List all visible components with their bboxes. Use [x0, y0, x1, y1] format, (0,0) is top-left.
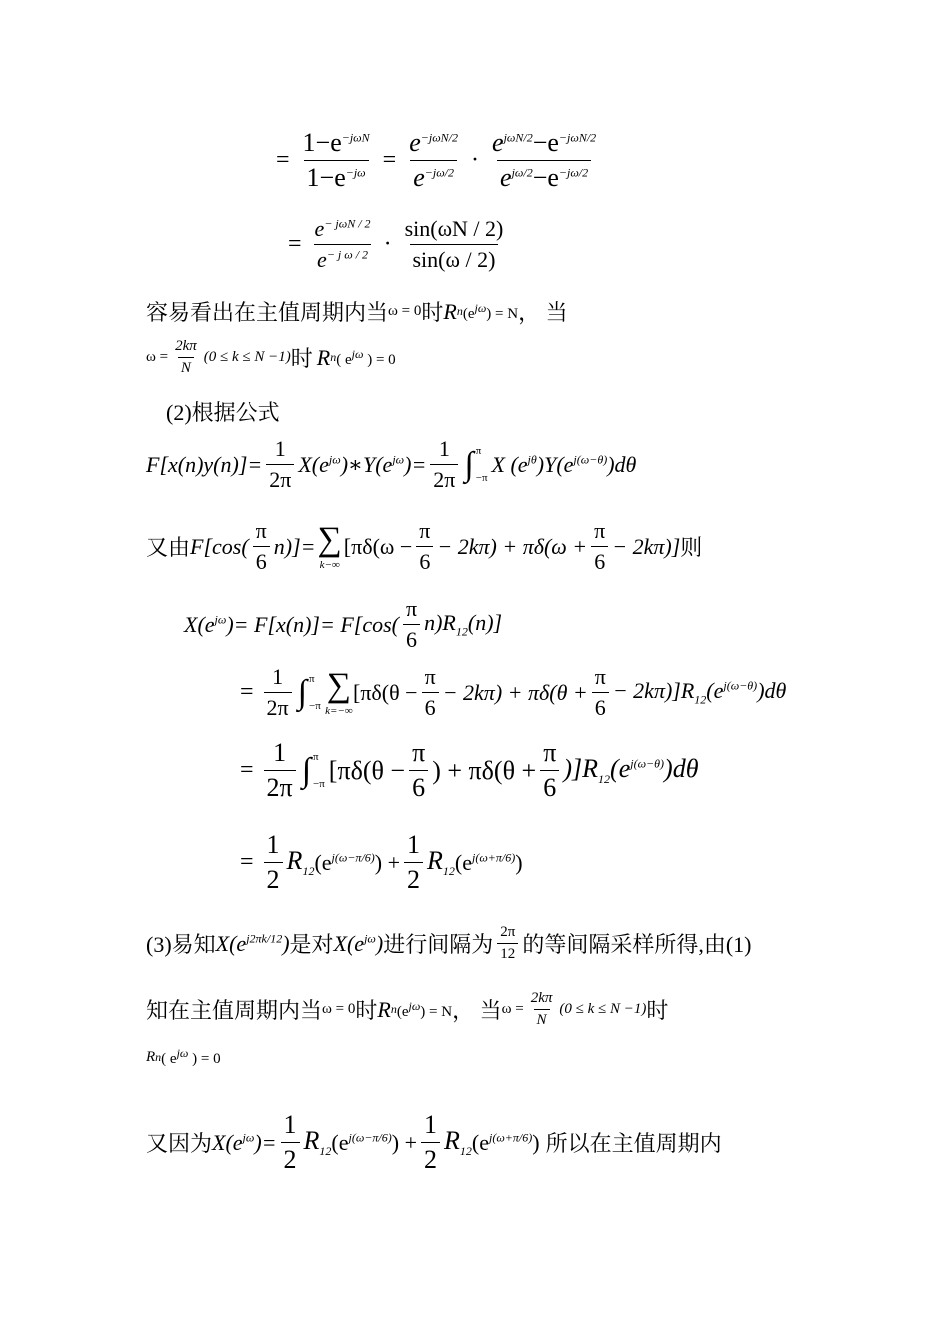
- fraction: $\frac{\pi}{6}$: [592, 664, 609, 721]
- fraction: $\frac{1-e^{-j\omega N}}{1-e^{-j\omega}}$: [302, 128, 370, 192]
- equation-8: = $\frac{1}{2}$ $R_{12}$ $(e^{j(\omega-\pi/6)})$ + $\frac{1}{2}$ $R_{12}$ $(e^{j(\omega+\pi/6)})$: [240, 830, 523, 894]
- fraction: $\frac{\pi}{6}$: [403, 596, 420, 653]
- equation-1: = $\frac{1-e^{-j\omega N}}{1-e^{-j\omega}}$ = $\frac{e^{-j\omega N/2}}{e^{-j\omega/2}}$ · $\frac{e^{j\omega N/2}-e^{-j\omega N/2}}{e^{j\omega/2}-e^{-j\omega/2}}$: [270, 128, 603, 193]
- equation-5: $X(e^{j\omega})= F[x(n)]= F[\cos$( $\frac{\pi}{6}$ $n)R_{12}(n)$]: [184, 596, 503, 652]
- fraction: $\frac{\pi}{6}$: [591, 518, 608, 575]
- equation-4: 又由 F[cos( $\frac{\pi}{6}$ n)]= ∑ k−∞ [πδ(ω − $\frac{\pi}{6}$ − 2kπ) + πδ(ω + $\frac{\pi}{6}$ − 2kπ)] 则: [146, 518, 703, 574]
- paragraph-2: ω = $\frac{2k\pi}{N}$ (0 ≤ k ≤ N −1) 时 R n ( $e^{j\omega}$ ) = 0: [146, 338, 396, 376]
- paragraph-4: (3)易知 $X(e^{j2\pi k/12})$ 是对 $X(e^{j\omega})$ 进行间隔为 $\frac{2\pi}{12}$ 的等间隔采样所得,由(1): [146, 924, 752, 962]
- integral-sign: ∫: [297, 673, 307, 711]
- fraction: $\frac{2\pi}{12}$: [497, 924, 518, 963]
- equation-6: = $\frac{1}{2\pi}$ ∫ π −π ∑ k=−∞ [πδ(θ − $\frac{\pi}{6}$ − 2kπ) + πδ(θ + $\frac{\pi}{6}$ − $2k\pi)]R_{12}(e^{j(\omega-\theta)})d\theta$: [240, 664, 787, 720]
- fraction: $\frac{\pi}{6}$: [253, 518, 270, 575]
- paragraph-3: (2)根据公式: [166, 400, 280, 425]
- fraction: $\frac{\pi}{6}$: [416, 518, 433, 575]
- fraction: $\frac{\pi}{6}$: [409, 738, 428, 803]
- fraction: $\frac{e^{j\omega N/2}-e^{-j\omega N/2}}{e^{j\omega/2}-e^{-j\omega/2}}$: [492, 128, 597, 192]
- paragraph-1: 容易看出在主值周期内当 ω = 0 时 R n $(e^{j\omega}) = N$ ， 当: [146, 298, 568, 325]
- equation-2: = $\frac{e^{- j\omega N / 2}}{e^{- j \omega / 2}}$ · $\frac{\sin(\omega N / 2)}{\sin(\omega / 2)}$: [282, 216, 510, 273]
- fraction: $\frac{1}{2}$: [281, 1110, 300, 1175]
- equation-3: F[x(n)y(n)]= $\frac{1}{2\pi}$ $X(e^{j\omega})∗Y(e^{j\omega})=$ $\frac{1}{2\pi}$ ∫ π −π X $(e^{j\theta})Y(e^{j(\omega-\theta)})d\theta$: [146, 436, 637, 492]
- fraction: $\frac{1}{2\pi}$: [266, 436, 294, 493]
- fraction: $\frac{1}{2}$: [421, 1110, 440, 1175]
- summation: ∑ k=−∞: [325, 666, 353, 717]
- fraction: $\frac{1}{2}$: [404, 830, 423, 895]
- fraction: $\frac{\pi}{6}$: [422, 664, 439, 721]
- fraction: $\frac{1}{2}$: [264, 830, 283, 895]
- paragraph-6: R n ( $e^{j\omega}$ ) = 0: [146, 1046, 221, 1067]
- fraction: $\frac{e^{- j\omega N / 2}}{e^{- j \omega / 2}}$: [314, 216, 371, 272]
- summation: ∑ k−∞: [317, 520, 342, 571]
- equation-7: = $\frac{1}{2\pi}$ ∫ π −π [πδ(θ − $\frac{\pi}{6}$ ) + πδ(θ + $\frac{\pi}{6}$ )]$R_{12}(e^{j(\omega-\theta)})d\theta$: [240, 738, 699, 802]
- fraction: $\frac{\sin(\omega N / 2)}{\sin(\omega / 2)}$: [404, 216, 504, 272]
- paragraph-5: 知在主值周期内当 ω = 0 时 R n $(e^{j\omega}) = N$ ， 当 ω = $\frac{2k\pi}{N}$ (0 ≤ k ≤ N −1) 时: [146, 990, 669, 1028]
- fraction: $\frac{e^{-j\omega N/2}}{e^{-j\omega/2}}$: [409, 128, 459, 192]
- integral-sign: ∫: [301, 751, 312, 789]
- fraction: $\frac{2k\pi}{N}$: [530, 990, 553, 1028]
- fraction: $\frac{1}{2\pi}$: [264, 664, 292, 721]
- fraction: $\frac{2k\pi}{N}$: [175, 338, 197, 376]
- paragraph-7: 又因为 $X(e^{j\omega})=$ $\frac{1}{2}$ $R_{12}$ $(e^{j(\omega-\pi/6)})$ + $\frac{1}{2}$ $R_{12}$ $(e^{j(\omega+\pi/6)})$ 所以在主值周期内: [146, 1110, 722, 1174]
- fraction: $\frac{1}{2\pi}$: [430, 436, 458, 493]
- integral-sign: ∫: [464, 445, 474, 483]
- fraction: $\frac{\pi}{6}$: [540, 738, 559, 803]
- fraction: $\frac{1}{2\pi}$: [264, 738, 296, 803]
